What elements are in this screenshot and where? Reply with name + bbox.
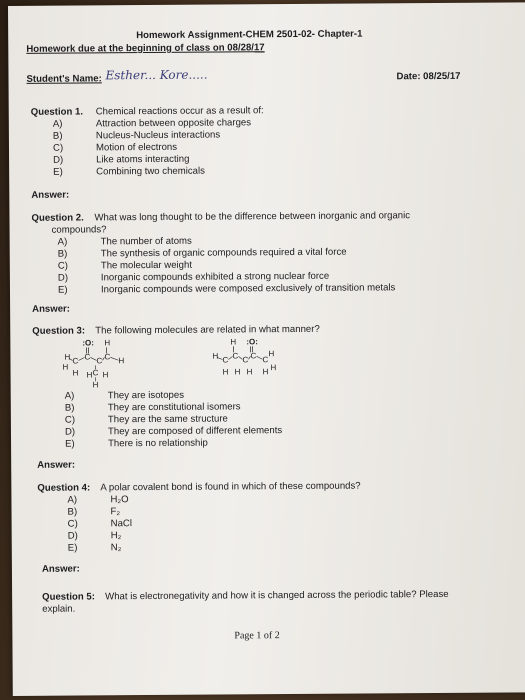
svg-text:H: H <box>246 367 253 377</box>
svg-text:H: H <box>262 367 269 377</box>
svg-text:H: H <box>234 367 241 377</box>
svg-text:H: H <box>270 363 277 373</box>
q3-option-d-letter: D) <box>64 426 76 438</box>
q4-option-c-letter: C) <box>67 518 78 530</box>
svg-text:C: C <box>262 355 269 365</box>
q4-option-c: NaCl <box>110 518 132 530</box>
assignment-title: Homework Assignment-CHEM 2501-02- Chapter-1 <box>136 28 363 42</box>
svg-text:C: C <box>96 356 103 366</box>
q3-option-e-letter: E) <box>65 438 75 450</box>
molecule-structure-right <box>206 336 316 395</box>
q1-option-a: Attraction between opposite charges <box>95 117 252 130</box>
svg-text:C: C <box>72 356 79 366</box>
q2-option-a: The number of atoms <box>100 235 192 248</box>
q1-option-c-letter: C) <box>52 142 64 154</box>
svg-text:H: H <box>62 362 69 372</box>
svg-text:H: H <box>118 356 125 366</box>
q1-answer-label: Answer: <box>31 189 70 201</box>
student-name-label: Student's Name: <box>26 73 102 85</box>
q4-text: A polar covalent bond is found in which of these compounds? <box>100 480 361 494</box>
svg-text:H: H <box>92 380 99 390</box>
q2-option-d: Inorganic compounds exhibited a strong nuclear force <box>100 270 330 284</box>
q3-option-b-letter: B) <box>64 402 75 414</box>
q3-option-c-letter: C) <box>64 414 76 426</box>
q3-option-b: They are constitutional isomers <box>107 401 241 414</box>
q2-answer-label: Answer: <box>32 303 71 315</box>
q4-option-e-letter: E) <box>67 542 78 554</box>
q5-label: Question 5: <box>42 591 95 603</box>
svg-text:C: C <box>242 355 249 365</box>
q1-option-c: Motion of electrons <box>95 141 178 154</box>
q4-option-e: N₂ <box>110 542 122 554</box>
q2-label: Question 2. <box>31 212 84 224</box>
q3-text: The following molecules are related in what manner? <box>95 323 320 337</box>
q3-option-a-letter: A) <box>64 390 75 402</box>
svg-text:H: H <box>64 352 71 362</box>
q4-option-a-letter: A) <box>67 494 78 506</box>
due-date-line: Homework due at the beginning of class on 08/28/17 <box>26 42 265 55</box>
q3-option-a: They are isotopes <box>107 389 185 402</box>
svg-text:H: H <box>104 338 111 348</box>
q1-option-e: Combining two chemicals <box>96 165 205 178</box>
molecule-structure-left <box>60 337 170 396</box>
q2-text-line2: compounds? <box>51 224 107 236</box>
svg-text:H: H <box>72 368 79 378</box>
svg-text:H: H <box>102 370 109 380</box>
q1-label: Question 1. <box>30 106 84 118</box>
q1-option-e-letter: E) <box>53 166 63 178</box>
q4-answer-label: Answer: <box>41 563 80 575</box>
q3-label: Question 3: <box>32 325 86 337</box>
svg-text:H: H <box>222 367 229 377</box>
q2-option-e-letter: E) <box>57 284 68 296</box>
svg-text:C: C <box>232 351 239 361</box>
q4-option-b: F₂ <box>110 506 121 518</box>
q4-option-d: H₂ <box>110 530 122 542</box>
q5-text-line2: explain. <box>42 603 76 615</box>
q3-option-e: There is no relationship <box>108 437 208 450</box>
q3-option-c: They are the same structure <box>107 413 228 426</box>
q4-option-b-letter: B) <box>67 506 78 518</box>
q1-option-b-letter: B) <box>52 130 63 142</box>
svg-text:H: H <box>212 351 219 361</box>
date-label: Date: 08/25/17 <box>396 70 461 83</box>
q4-option-d-letter: D) <box>67 530 78 542</box>
svg-text:C: C <box>250 351 257 361</box>
svg-text:H: H <box>230 337 237 347</box>
page-number: Page 1 of 2 <box>234 630 280 642</box>
q2-option-c: The molecular weight <box>100 259 193 272</box>
q2-option-b: The synthesis of organic compounds required a vital force <box>100 246 347 260</box>
q4-option-a: H₂O <box>110 494 129 506</box>
svg-text:C: C <box>104 352 111 362</box>
q2-option-d-letter: D) <box>57 272 69 284</box>
q1-option-d: Like atoms interacting <box>96 153 190 166</box>
svg-text::O:: :O: <box>246 337 258 347</box>
q4-label: Question 4: <box>37 482 91 494</box>
student-name-handwritten: Esther... Kore..... <box>105 67 208 83</box>
q2-text-line1: What was long thought to be the difference between inorganic and organic <box>94 210 411 224</box>
svg-text:C: C <box>84 352 91 362</box>
q2-option-a-letter: A) <box>57 236 68 248</box>
q1-option-d-letter: D) <box>53 154 64 166</box>
svg-text:C: C <box>92 368 99 378</box>
q2-option-e: Inorganic compounds were composed exclusively of transition metals <box>100 282 396 296</box>
svg-text:H: H <box>86 370 93 380</box>
homework-sheet <box>8 2 525 696</box>
q5-text-line1: What is electronegativity and how it is changed across the periodic table? Please <box>105 588 449 603</box>
q1-option-b: Nucleus-Nucleus interactions <box>95 129 221 142</box>
svg-text::O:: :O: <box>82 338 94 348</box>
q3-option-d: They are composed of different elements <box>107 425 283 438</box>
svg-text:H: H <box>268 349 275 359</box>
q1-text: Chemical reactions occur as a result of: <box>95 105 264 118</box>
svg-text:C: C <box>222 355 229 365</box>
q2-option-c-letter: C) <box>57 260 68 272</box>
q3-answer-label: Answer: <box>37 459 76 471</box>
q2-option-b-letter: B) <box>57 248 68 260</box>
q1-option-a-letter: A) <box>52 118 63 130</box>
